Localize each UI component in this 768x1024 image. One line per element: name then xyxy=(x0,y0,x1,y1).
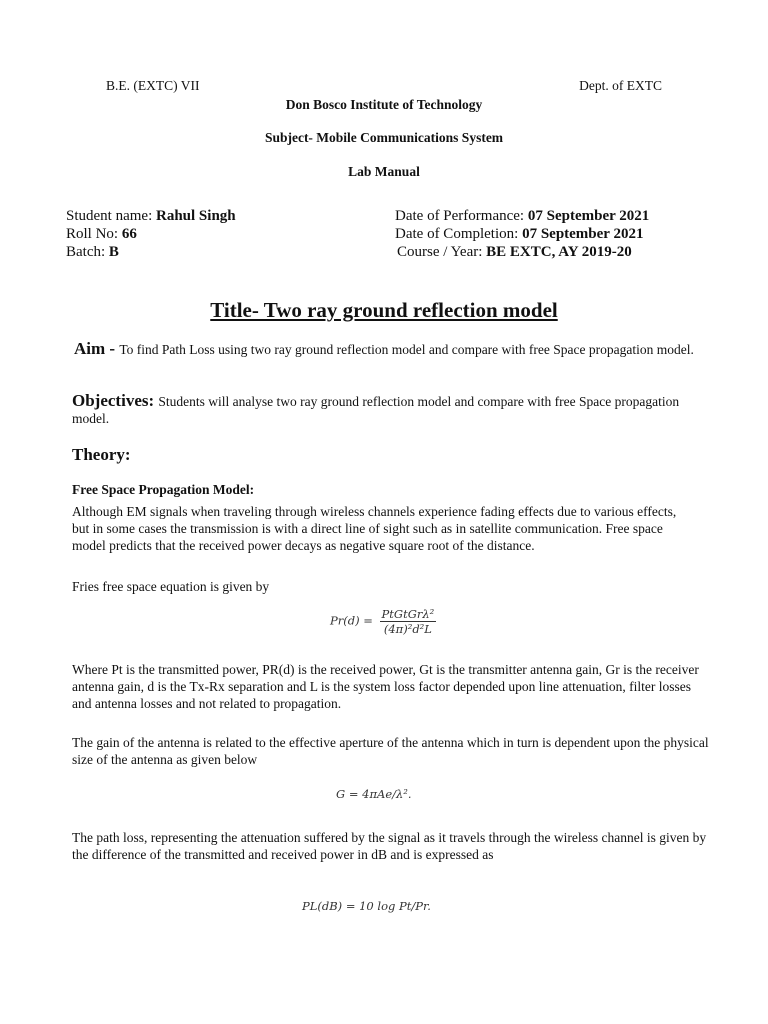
course-year-label: Course / Year: xyxy=(397,244,487,260)
page-title: Title- Two ray ground reflection model xyxy=(210,298,558,322)
roll-no-row xyxy=(66,226,137,243)
completion-date-label: Date of Completion: xyxy=(395,226,523,242)
dept-label: Dept. of EXTC xyxy=(579,78,662,93)
batch-value: B xyxy=(108,244,119,260)
theory-paragraph-2: Fries free space equation is given by xyxy=(72,579,270,594)
theory-paragraph-1: Although EM signals when traveling through wireless channels experience fading effects due to various effects, but in some cases the transmission is with a direct line of sight such as in satellite communication. Free space model predicts that the received power decays as negative square root of the distance. xyxy=(72,504,677,553)
manual-label: Lab Manual xyxy=(348,164,420,179)
pathloss-equation: PL(dB) = 10 log Pt/Pr. xyxy=(302,899,431,913)
friis-fraction xyxy=(380,607,437,636)
course-year-value: BE EXTC, AY 2019-20 xyxy=(486,244,632,260)
performance-date-row xyxy=(395,208,649,225)
friis-denominator: (4π)²d²L xyxy=(383,622,432,636)
course-year-row xyxy=(397,244,632,261)
class-label: B.E. (EXTC) VII xyxy=(106,78,200,93)
aim-paragraph xyxy=(66,340,706,358)
performance-date-value: 07 September 2021 xyxy=(527,208,650,224)
gain-equation: G = 4πAe/λ². xyxy=(336,787,412,801)
aim-text: To find Path Loss using two ray ground reflection model and compare with free Space propagation model. xyxy=(119,342,694,357)
theory-paragraph-3: Where Pt is the transmitted power, PR(d) is the received power, Gt is the transmitter antenna gain, Gr is the receiver antenna gain, d is the Tx-Rx separation and L is the system loss factor depended upon line attenuation, filter losses and antenna losses and not related to propagation. xyxy=(72,662,699,711)
theory-paragraph-4: The gain of the antenna is related to the effective aperture of the antenna which in turn is dependent upon the physical size of the antenna as given below xyxy=(72,735,709,767)
student-name-value: Rahul Singh xyxy=(156,208,236,224)
batch-label: Batch: xyxy=(66,244,109,260)
objectives-paragraph xyxy=(72,392,712,427)
friis-lhs: Pr(d) = xyxy=(330,613,373,628)
student-name-row xyxy=(66,208,236,225)
subject-line: Subject- Mobile Communications System xyxy=(264,130,504,145)
roll-no-value: 66 xyxy=(121,226,137,242)
friis-equation xyxy=(330,607,436,636)
performance-date-label: Date of Performance: xyxy=(395,208,528,224)
roll-no-label: Roll No: xyxy=(66,226,122,242)
free-space-subheading: Free Space Propagation Model: xyxy=(72,482,255,497)
student-name-label: Student name: xyxy=(66,208,156,224)
completion-date-value: 07 September 2021 xyxy=(522,226,644,242)
batch-row xyxy=(66,244,119,261)
theory-paragraph-5: The path loss, representing the attenuation suffered by the signal as it travels through the wireless channel is given by the difference of the transmitted and received power in dB and is expressed as xyxy=(72,830,707,862)
objectives-text: Students will analyse two ray ground reflection model and compare with free Space propagation model. xyxy=(72,394,680,426)
aim-label: Aim - xyxy=(74,339,120,358)
completion-date-row xyxy=(395,226,643,243)
theory-heading: Theory: xyxy=(72,445,131,464)
friis-numerator: PtGtGrλ² xyxy=(381,607,435,621)
objectives-label: Objectives: xyxy=(72,391,159,410)
institute-name: Don Bosco Institute of Technology xyxy=(285,97,483,112)
